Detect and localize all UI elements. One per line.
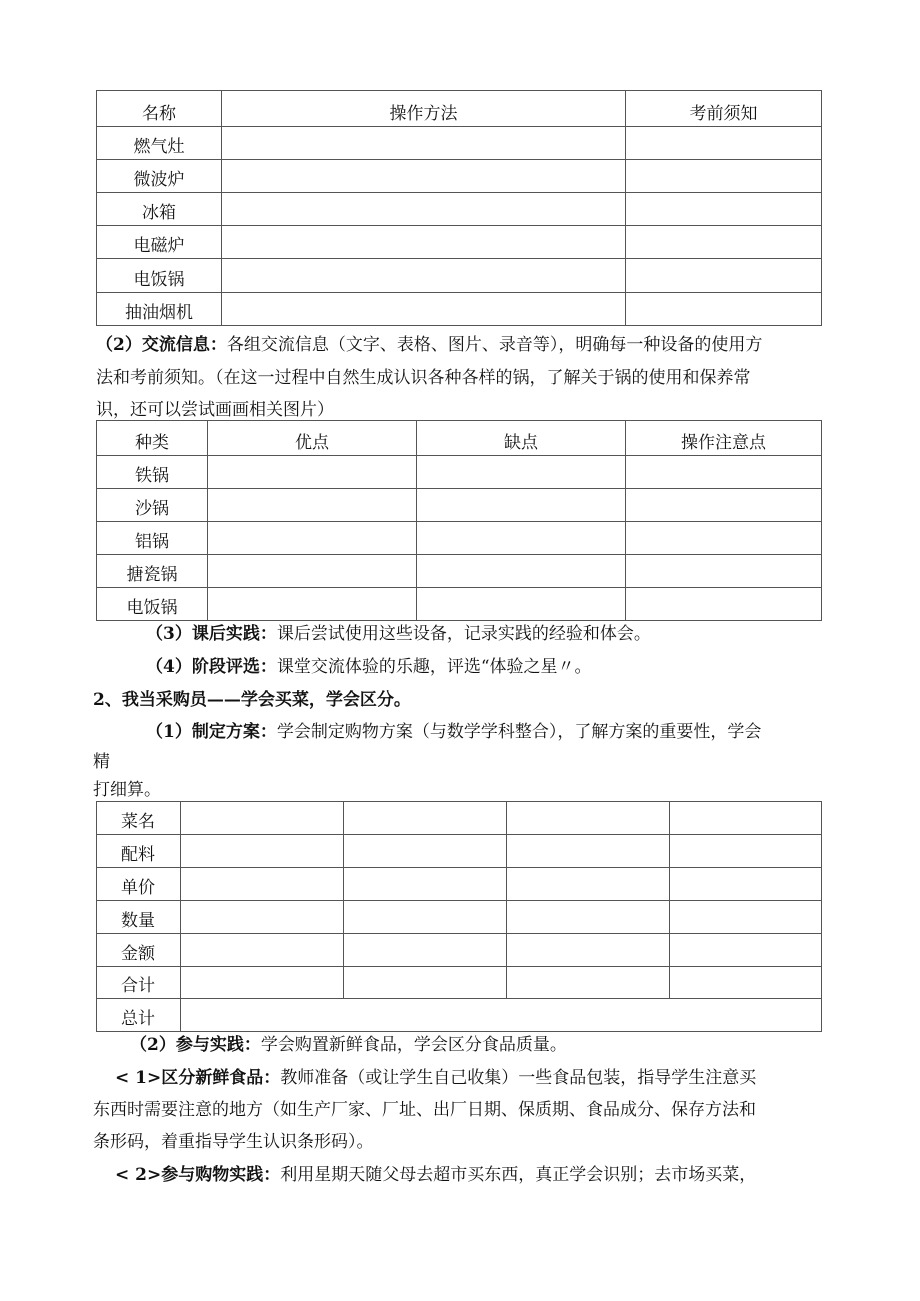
header-pros: 优点 bbox=[208, 421, 417, 456]
para-fresh-line1: < 1>区分新鲜食品：教师准备（或让学生自己收集）一些食品包装，指导学生注意买 bbox=[115, 1068, 757, 1088]
row-label: 总计 bbox=[97, 999, 181, 1032]
header-tips: 操作注意点 bbox=[626, 421, 822, 456]
row-label: 铁锅 bbox=[97, 456, 208, 489]
row-label: 金额 bbox=[97, 934, 181, 967]
para-practice: （3）课后实践：课后尝试使用这些设备，记录实践的经验和体会。 bbox=[146, 624, 651, 644]
row-label: 电饭锅 bbox=[97, 588, 208, 621]
para-fresh-line3: 条形码，着重指导学生认识条形码）。 bbox=[93, 1132, 374, 1152]
header-cons: 缺点 bbox=[417, 421, 626, 456]
para-exchange-line3: 识，还可以尝试画画相关图片） bbox=[96, 400, 334, 420]
para-plan-line3: 打细算。 bbox=[93, 780, 161, 800]
para-fresh-line2: 东西时需要注意的地方（如生产厂家、厂址、出厂日期、保质期、食品成分、保存方法和 bbox=[93, 1100, 756, 1120]
section-heading: 2、我当采购员——学会买菜，学会区分。 bbox=[93, 690, 411, 710]
row-label: 冰箱 bbox=[97, 193, 222, 226]
para-exchange-line2: 法和考前须知。（在这一过程中自然生成认识各种各样的锅，了解关于锅的使用和保养常 bbox=[96, 368, 751, 388]
row-label: 配料 bbox=[97, 835, 181, 868]
row-label: 燃气灶 bbox=[97, 127, 222, 160]
para-evaluation: （4）阶段评选：课堂交流体验的乐趣，评选“体验之星〃。 bbox=[146, 657, 592, 677]
row-label: 合计 bbox=[97, 967, 181, 999]
appliance-table bbox=[96, 90, 822, 326]
header-method: 操作方法 bbox=[222, 91, 626, 127]
row-label: 单价 bbox=[97, 868, 181, 901]
row-label: 抽油烟机 bbox=[97, 293, 222, 326]
shopping-table bbox=[96, 801, 822, 1032]
row-label: 沙锅 bbox=[97, 489, 208, 522]
header-notes: 考前须知 bbox=[626, 91, 822, 127]
row-label: 铝锅 bbox=[97, 522, 208, 555]
para-plan-line2: 精 bbox=[93, 752, 110, 772]
row-label: 搪瓷锅 bbox=[97, 555, 208, 588]
row-label: 电饭锅 bbox=[97, 259, 222, 293]
para-shopping: < 2>参与购物实践：利用星期天随父母去超市买东西，真正学会识别；去市场买菜， bbox=[115, 1165, 757, 1185]
para-exchange-line1: （2）交流信息：各组交流信息（文字、表格、图片、录音等），明确每一种设备的使用方 bbox=[96, 335, 763, 355]
header-type: 种类 bbox=[97, 421, 208, 456]
row-label: 数量 bbox=[97, 901, 181, 934]
pot-table bbox=[96, 420, 822, 621]
row-label: 菜名 bbox=[97, 802, 181, 835]
header-name: 名称 bbox=[97, 91, 222, 127]
para-plan-line1: （1）制定方案：学会制定购物方案（与数学学科整合），了解方案的重要性，学会 bbox=[146, 722, 762, 742]
para-participate: （2）参与实践：学会购置新鲜食品，学会区分食品质量。 bbox=[130, 1035, 567, 1055]
row-label: 微波炉 bbox=[97, 160, 222, 193]
row-label: 电磁炉 bbox=[97, 226, 222, 259]
